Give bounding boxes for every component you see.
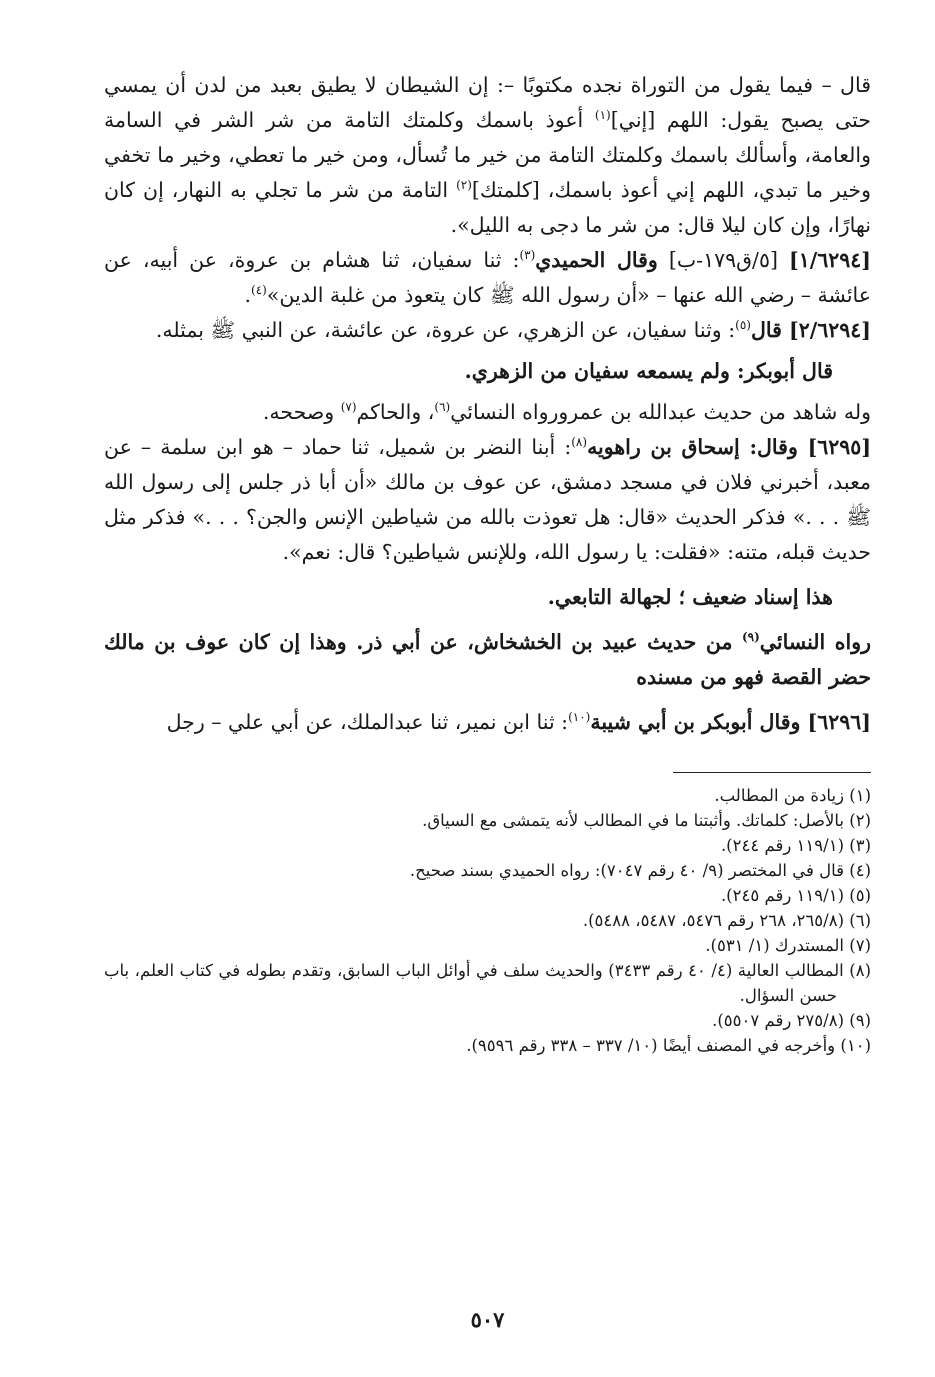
footnote-item: (٦) (٢٦٥/٨، ٢٦٨ رقم ٥٤٧٦، ٥٤٨٧، ٥٤٨٨). — [582, 911, 871, 930]
hadith-number: [٢/٦٢٩٤] — [789, 318, 871, 342]
commentary-weak-isnad: هذا إسناد ضعيف ؛ لجهالة التابعي. — [547, 585, 833, 609]
narrator: وقال: إسحاق بن راهويه — [587, 435, 808, 459]
footnote-item: (٩) (٢٧٥/٨ رقم ٥٥٠٧). — [712, 1011, 871, 1030]
paragraph-nasai: رواه النسائي$^{(٩)}$ من حديث عبيد بن الخشخاش، عن أبي ذر. وهذا إن كان عوف بن مالك حضر القصة فهو من مسنده — [104, 630, 871, 689]
footnote-ref: (٢) — [456, 178, 472, 193]
footnote-item: (٧) المستدرك (١/ ٥٣١). — [705, 936, 871, 955]
manuscript-ref: [٥/ق١٧٩-ب] — [657, 248, 790, 272]
hadith-number: [١/٦٢٩٤] — [789, 248, 871, 272]
book-page — [104, 68, 871, 1358]
footnote-ref: (٣) — [519, 248, 536, 263]
narrator: وقال أبوبكر بن أبي شيبة — [590, 710, 808, 734]
hadith-6294-2: [٢/٦٢٩٤] قال$^{(٥)}$: وثنا سفيان، عن الزهري، عن عروة، عن عائشة، عن النبي ﷺ بمثله. — [155, 318, 871, 342]
footnote-item: (٢) بالأصل: كلماتك. وأثبتنا ما في المطالب لأنه يتمشى مع السياق. — [422, 811, 871, 830]
page-number: ٥٠٧ — [470, 1307, 505, 1332]
narrator: قال — [750, 318, 790, 342]
hadith-6296: [٦٢٩٦] وقال أبوبكر بن أبي شيبة$^{(١٠)}$: ثنا ابن نمير، ثنا عبدالملك، عن أبي علي – رجل — [166, 710, 871, 734]
footnote-divider — [673, 772, 871, 773]
footnote-ref: (٩) — [741, 630, 760, 645]
footnote-ref: (٦) — [434, 400, 451, 415]
footnote-ref: (١) — [594, 108, 611, 123]
footnote-item: (٨) المطالب العالية (٤/ ٤٠ رقم ٣٤٣٣) والحديث سلف في أوائل الباب السابق، وتقدم بطوله في كتاب العلم، باب حسن السؤال. — [104, 961, 871, 1005]
paragraph-witness: وله شاهد من حديث عبدالله بن عمرورواه النسائي$^{(٦)}$، والحاكم$^{(٧)}$ وصححه. — [262, 400, 871, 424]
footnote-item: (٤) قال في المختصر (٩/ ٤٠ رقم ٧٠٤٧): رواه الحميدي بسند صحيح. — [409, 861, 871, 880]
narrator: وقال الحميدي — [535, 248, 658, 272]
footnote-ref: (٧) — [340, 400, 357, 415]
hadith-number: [٦٢٩٦] — [807, 710, 871, 734]
hadith-number: [٦٢٩٥] — [807, 435, 872, 459]
footnote-ref: (٥) — [735, 318, 751, 333]
main-text — [104, 68, 871, 740]
paragraph-1: قال – فيما يقول من التوراة نجده مكتوبًا –: إن الشيطان لا يطيق بعبد من لدن أن يمسي حتى يصبح يقول: اللهم [إني]$^{(١)}$ أعوذ باسمك وكلمتك التامة من شر الشر في السامة والعامة، وأسألك باسمك وكلمتك التامة من خير ما تُسأل، ومن خير ما تعطي، وخير ما تخفي وخير ما تبدي، اللهم إني أعوذ باسمك، [كلمتك]$^{(٢)}$ التامة من شر ما تجلي به النهار، إن كان نهارًا، وإن كان ليلا قال: من شر ما دجى به الليل». — [104, 73, 871, 237]
footnote-item: (٥) (١١٩/١ رقم ٢٤٥). — [720, 886, 871, 905]
hadith-6295: [٦٢٩٥] وقال: إسحاق بن راهويه$^{(٨)}$: أبنا النضر بن شميل، ثنا حماد – هو ابن سلمة – عن معبد، أخبرني فلان في مسجد دمشق، عن عوف بن مالك «أن أبا ذر جلس إلى رسول الله ﷺ . . .» فذكر الحديث «قال: هل تعوذت بالله من شياطين الإنس والجن؟ . . .» فذكر مثل حديث قبله، متنه: «فقلت: يا رسول الله، وللإنس شياطين؟ قال: نعم». — [104, 435, 872, 564]
footnote-item: (٣) (١١٩/١ رقم ٢٤٤). — [720, 836, 871, 855]
footnotes — [104, 783, 871, 1058]
hadith-6294-1: [١/٦٢٩٤] [٥/ق١٧٩-ب] وقال الحميدي$^{(٣)}$: ثنا سفيان، ثنا هشام بن عروة، عن أبيه، عن عائشة – رضي الله عنها – «أن رسول الله ﷺ كان يتعوذ من غلبة الدين»$^{(٤)}$. — [104, 248, 871, 307]
footnote-item: (١٠) وأخرجه في المصنف أيضًا (١٠/ ٣٣٧ – ٣٣٨ رقم ٩٥٩٦). — [466, 1036, 871, 1055]
footnote-ref: (١٠) — [568, 710, 591, 725]
commentary-abubakr: قال أبوبكر: ولم يسمعه سفيان من الزهري. — [464, 359, 833, 383]
footnote-item: (١) زيادة من المطالب. — [714, 786, 871, 805]
footnote-ref: (٤) — [251, 283, 267, 298]
footnote-ref: (٨) — [571, 435, 588, 450]
